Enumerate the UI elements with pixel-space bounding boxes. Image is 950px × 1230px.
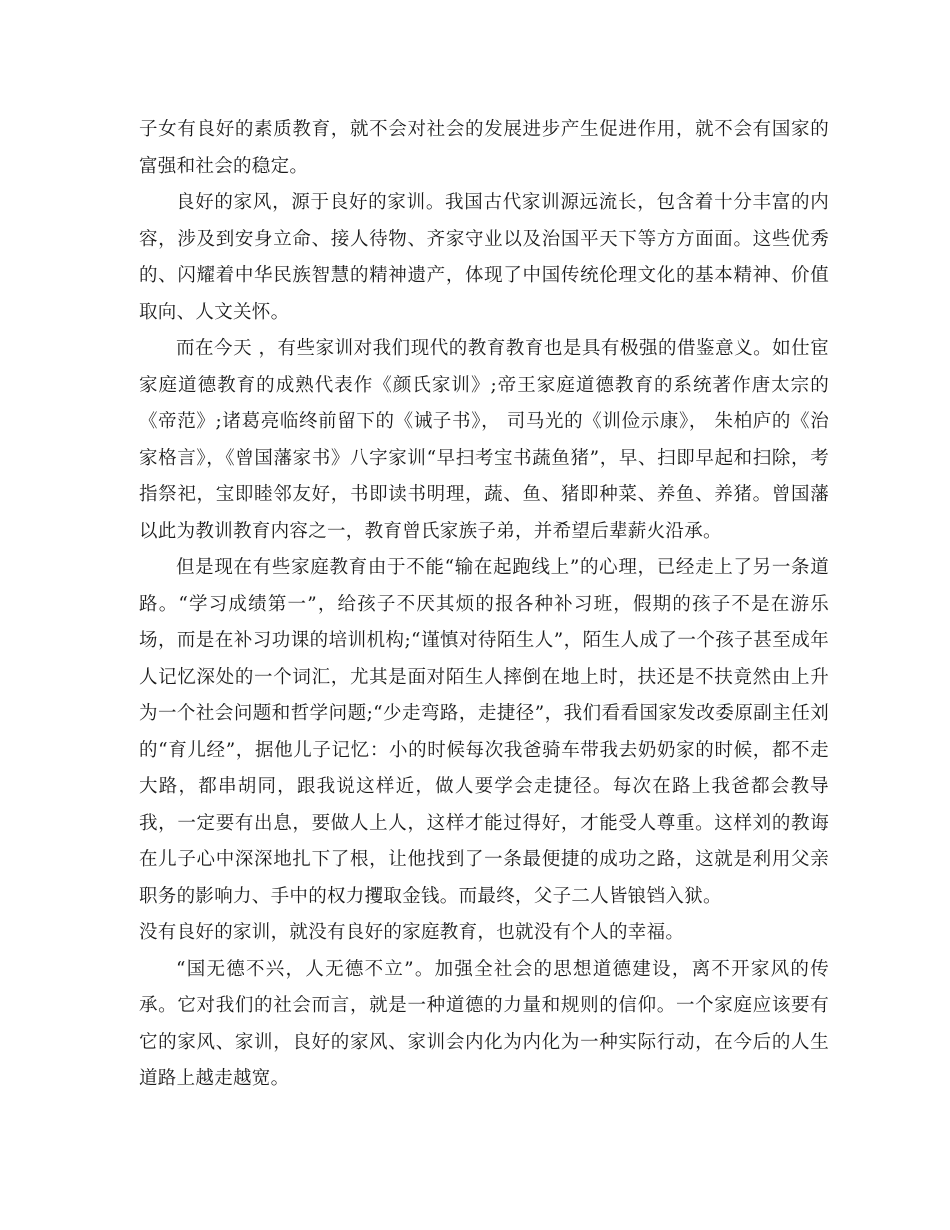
paragraph-2: 良好的家风，源于良好的家训。我国古代家训源远流长，包含着十分丰富的内容，涉及到安身立命、接人待物、齐家守业以及治国平天下等方方面面。这些优秀的、闪耀着中华民族智慧的精神遗产，体现了中国传统伦理文化的基本精神、价值取向、人文关怀。 [139, 192, 829, 323]
paragraph-1: 子女有良好的素质教育，就不会对社会的发展进步产生促进作用，就不会有国家的富强和社会的稳定。 [139, 119, 829, 177]
paragraph-3: 而在今天 ，有些家训对我们现代的教育教育也是具有极强的借鉴意义。如仕宦家庭道德教育的成熟代表作《颜氏家训》;帝王家庭道德教育的系统著作唐太宗的《帝范》;诸葛亮临终前留下的《诫子书》， 司马光的《训俭示康》， 朱柏庐的《治家格言》，《曾国藩家书》八字家训“早扫考宝书蔬鱼猪”，早、扫即早起和扫除，考指祭祀，宝即睦邻友好，书即读书明理，蔬、鱼、猪即种菜、养鱼、养猪。曾国藩以此为教训教育内容之一，教育曾氏家族子弟，并希望后辈薪火沿承。 [139, 338, 829, 542]
paragraph-6: “国无德不兴，人无德不立”。加强全社会的思想道德建设，离不开家风的传承。它对我们的社会而言，就是一种道德的力量和规则的信仰。一个家庭应该要有它的家风、家训，良好的家风、家训会内化为内化为一种实际行动，在今后的人生道路上越走越宽。 [139, 958, 829, 1089]
document-body [139, 112, 829, 1098]
paragraph-5: 没有良好的家训，就没有良好的家庭教育，也就没有个人的幸福。 [139, 922, 685, 943]
paragraph-4: 但是现在有些家庭教育由于不能“输在起跑线上”的心理，已经走上了另一条道路。“学习成绩第一”，给孩子不厌其烦的报各种补习班，假期的孩子不是在游乐场，而是在补习功课的培训机构;“谨慎对待陌生人”，陌生人成了一个孩子甚至成年人记忆深处的一个词汇，尤其是面对陌生人摔倒在地上时，扶还是不扶竟然由上升为一个社会问题和哲学问题;“少走弯路，走捷径”，我们看看国家发改委原副主任刘的“育儿经”，据他儿子记忆：小的时候每次我爸骑车带我去奶奶家的时候，都不走大路，都串胡同，跟我说这样近，做人要学会走捷径。每次在路上我爸都会教导我，一定要有出息，要做人上人，这样才能过得好，才能受人尊重。这样刘的教诲在儿子心中深深地扎下了根，让他找到了一条最便捷的成功之路，这就是利用父亲职务的影响力、手中的权力攫取金钱。而最终，父子二人皆锒铛入狱。 [139, 557, 829, 907]
